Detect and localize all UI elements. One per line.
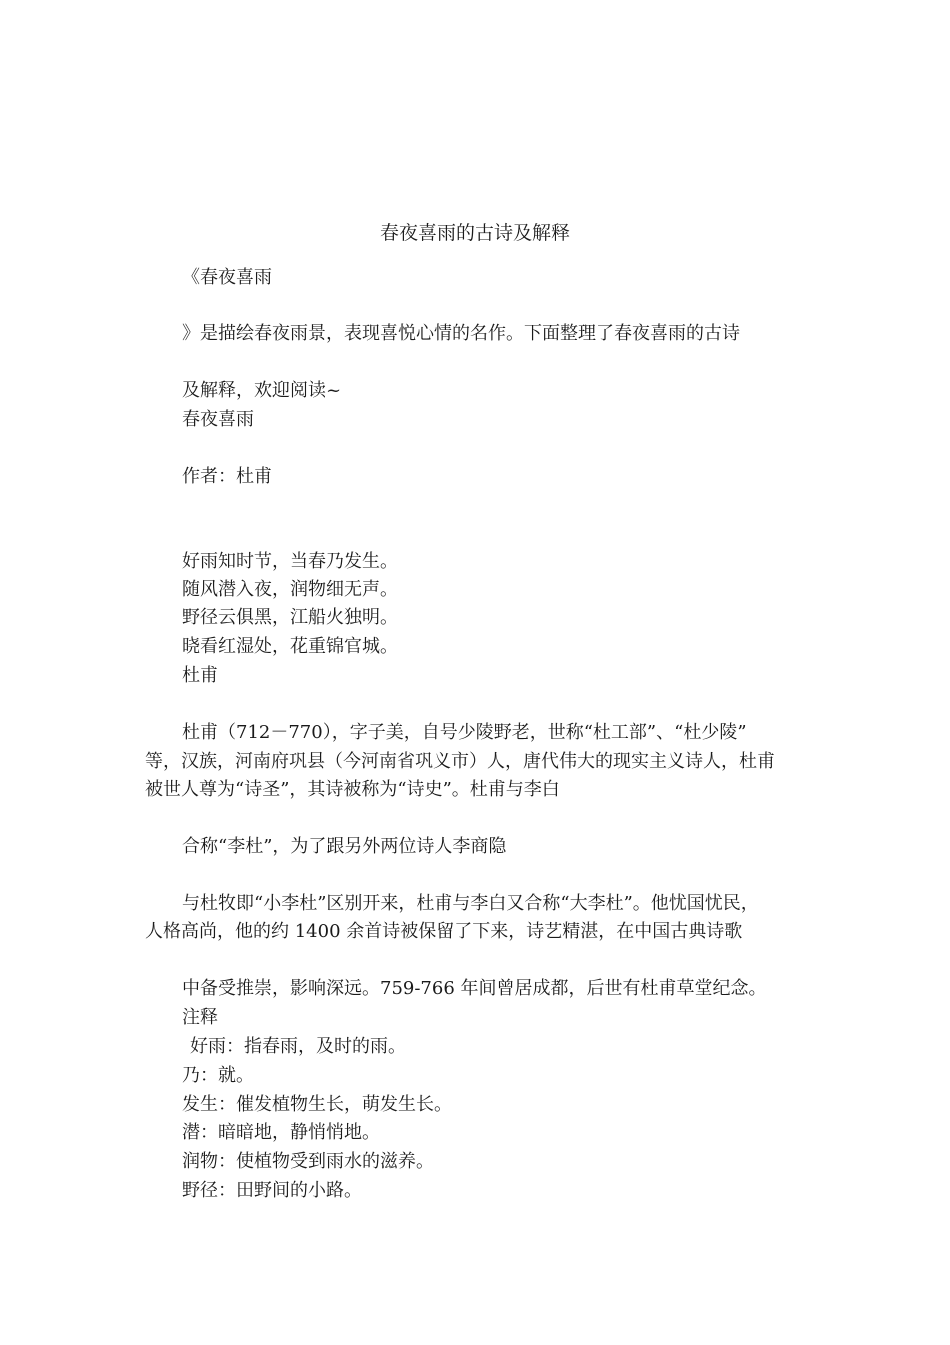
- bio-heading: 杜甫: [182, 665, 218, 686]
- bio-line-2: 等，汉族，河南府巩县（今河南省巩义市）人，唐代伟大的现实主义诗人，杜甫: [145, 751, 775, 772]
- notes-heading: 注释: [182, 1007, 218, 1028]
- intro-line-2: 》是描绘春夜雨景，表现喜悦心情的名作。下面整理了春夜喜雨的古诗: [182, 323, 740, 344]
- bio-line-4: 合称“李杜”，为了跟另外两位诗人李商隐: [182, 836, 507, 857]
- poem-line-2: 随风潜入夜，润物细无声。: [182, 579, 398, 600]
- bio-line-7: 中备受推崇，影响深远。759-766 年间曾居成都，后世有杜甫草堂纪念。: [182, 978, 767, 999]
- bio-line-5: 与杜牧即“小李杜”区别开来，杜甫与李白又合称“大李杜”。他忧国忧民，: [182, 893, 759, 914]
- note-item-5: 润物：使植物受到雨水的滋养。: [182, 1151, 434, 1172]
- intro-line-3: 及解释，欢迎阅读~: [182, 380, 342, 401]
- note-item-2: 乃：就。: [182, 1065, 254, 1086]
- poem-line-1: 好雨知时节，当春乃发生。: [182, 551, 398, 572]
- note-item-6: 野径：田野间的小路。: [182, 1180, 362, 1201]
- note-item-1: 好雨：指春雨，及时的雨。: [190, 1036, 406, 1057]
- bio-line-3: 被世人尊为“诗圣”，其诗被称为“诗史”。杜甫与李白: [145, 779, 560, 800]
- note-item-4: 潜：暗暗地，静悄悄地。: [182, 1122, 380, 1143]
- bio-line-6: 人格高尚，他的约 1400 余首诗被保留了下来，诗艺精湛，在中国古典诗歌: [145, 921, 743, 942]
- poem-line-3: 野径云俱黑，江船火独明。: [182, 607, 398, 628]
- poem-title: 春夜喜雨: [182, 409, 254, 430]
- document-title: 春夜喜雨的古诗及解释: [379, 222, 570, 244]
- note-item-3: 发生：催发植物生长，萌发生长。: [182, 1094, 452, 1115]
- intro-line-1: 《春夜喜雨: [182, 267, 272, 288]
- bio-line-1: 杜甫（712－770），字子美，自号少陵野老，世称“杜工部”、“杜少陵”: [182, 722, 747, 743]
- poem-author: 作者：杜甫: [182, 466, 272, 487]
- poem-line-4: 晓看红湿处，花重锦官城。: [182, 636, 398, 657]
